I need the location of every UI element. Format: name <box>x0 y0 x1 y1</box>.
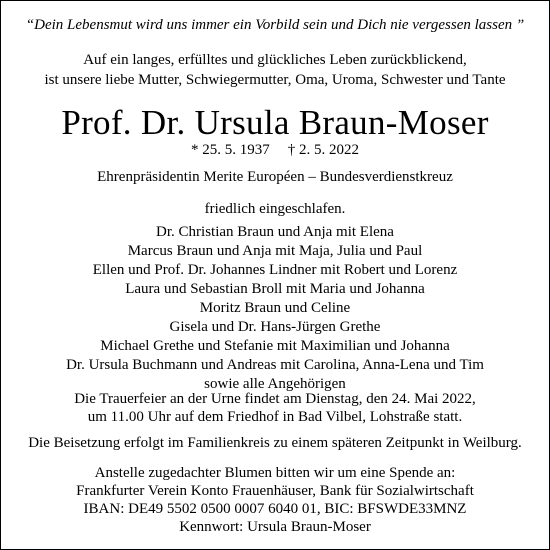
donation-line: Frankfurter Verein Konto Frauenhäuser, Bank für Sozialwirtschaft <box>76 483 474 499</box>
death-date: † 2. 5. 2022 <box>287 142 359 158</box>
passed-away-line: friedlich eingeschlafen. <box>204 201 346 217</box>
mourner-line: Gisela und Dr. Hans-Jürgen Grethe <box>169 319 381 335</box>
donation-info <box>1 464 549 536</box>
honors-line: Ehrenpräsidentin Merite Européen – Bundesverdienstkreuz <box>97 169 453 185</box>
donation-line: Kennwort: Ursula Braun-Moser <box>179 519 371 535</box>
burial-info: Die Beisetzung erfolgt im Familienkreis zu einem späteren Zeitpunkt in Weilburg. <box>28 435 522 451</box>
life-dates <box>1 141 549 159</box>
donation-line: Anstelle zugedachter Blumen bitten wir um eine Spende an: <box>94 465 456 481</box>
mourner-line: Ellen und Prof. Dr. Johannes Lindner mit Robert und Lorenz <box>92 262 458 278</box>
intro-line: ist unsere liebe Mutter, Schwiegermutter, Oma, Uroma, Schwester und Tante <box>44 72 506 88</box>
mourner-line: Laura und Sebastian Broll mit Maria und Johanna <box>125 281 425 297</box>
birth-date: * 25. 5. 1937 <box>191 142 270 158</box>
deceased-name: Prof. Dr. Ursula Braun-Moser <box>61 103 489 142</box>
funeral-line: um 11.00 Uhr auf dem Friedhof in Bad Vilbel, Lohstraße statt. <box>87 409 463 425</box>
funeral-info <box>1 390 549 426</box>
memorial-quote: “Dein Lebensmut wird uns immer ein Vorbild sein und Dich nie vergessen lassen ” <box>25 17 525 33</box>
intro-text <box>1 50 549 90</box>
mourner-line: Dr. Ursula Buchmann und Andreas mit Carolina, Anna-Lena und Tim <box>66 357 484 373</box>
mourner-line: Marcus Braun und Anja mit Maja, Julia und Paul <box>127 243 423 259</box>
donation-line: IBAN: DE49 5502 0500 0007 6040 01, BIC: BFSWDE33MNZ <box>83 501 467 517</box>
funeral-line: Die Trauerfeier an der Urne findet am Dienstag, den 24. Mai 2022, <box>74 391 476 407</box>
mourner-line: sowie alle Angehörigen <box>204 376 346 392</box>
mourner-line: Moritz Braun und Celine <box>199 300 351 316</box>
mourners-list <box>1 223 549 394</box>
mourner-line: Dr. Christian Braun und Anja mit Elena <box>156 224 394 240</box>
mourner-line: Michael Grethe und Stefanie mit Maximilian und Johanna <box>100 338 450 354</box>
intro-line: Auf ein langes, erfülltes und glückliches Leben zurückblickend, <box>83 52 467 68</box>
